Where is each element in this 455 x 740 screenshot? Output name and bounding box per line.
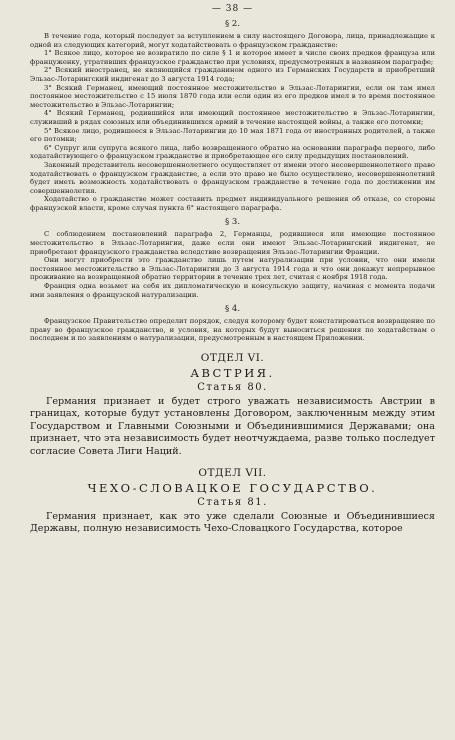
part-vii-title: ОТДЕЛ VII. (198, 467, 267, 480)
article-80-text: Германия признает и будет строго уважать независимость Австрии в границах, которые будут установлены Договором, заключенным между этим Государством и Главными Союзными и Объединившимися Державами; она признает, что эта независимость будет неотчуждаема, разве только последует согласие Совета Лиги Наций. (30, 396, 435, 457)
s2-item-5: 5° Всякое лицо, родившееся в Эльзас-Лотарингии до 10 мая 1871 года от иностранных родителей, а также его потомки; (30, 126, 435, 144)
section-heading-s4: § 4. (224, 304, 241, 315)
s2-item-1: 1° Всякое лицо, которое не возвратило по силе § 1 и которое имеет в числе своих предков француза или француженку, утративших французское гражданство при условиях, предусмотренных в названном параграфе; (30, 49, 435, 66)
s2-item-4: 4° Всякий Германец, родившийся или имеющий постоянное местожительство в Эльзас-Лотарингии, служивший в рядах союзных или объединившихся армий в течение настоящей войны, а также его потомки; (30, 109, 435, 126)
s2-item-2: 2° Всякий иностранец, не являющийся гражданином одного из Германских Государств и приобретший Эльзас-Лотарингский индигенат до 3 августа 1914 года; (30, 66, 435, 83)
s4-paragraph-1: Французское Правительство определит порядок, следуя которому будет констатироваться возвращение по праву во французское гражданство, и условия, на которых будут выноситься решения по ходатайствам о последнем и по заявлениям о натурализации, предусмотренным в настоящем Приложении. (30, 317, 435, 343)
article-81-text: Германия признает, как это уже сделали Союзные и Объединившиеся Державы, полную независимость Чехо-Словацкого Государства, которое (30, 511, 435, 535)
section-heading-s3: § 3. (224, 217, 241, 228)
s2-paragraph-3: Ходатайство о гражданстве может составить предмет индивидуального решения об отказе, со стороны французской власти, кроме случая пункта 6° настоящего параграфа. (30, 195, 435, 212)
s3-paragraph-3: Франция одна возьмет на себя их дипломатическую и консульскую защиту, начиная с момента подачи ими заявления о французской натурализации. (30, 282, 435, 299)
part-vi-country: АВСТРИЯ. (190, 366, 275, 380)
s2-intro: В течение года, который последует за вступлением в силу настоящего Договора, лица, принадлежащие к одной из следующих категорий, могут ходатайствовать о французском гражданстве: (30, 32, 435, 49)
article-80-heading: Статья 80. (197, 382, 268, 393)
s2-paragraph-2: Законный представитель несовершеннолетнего осуществляет от имени этого несовершеннолетнего право ходатайствовать о французском гражданстве, а если это право не было осуществлено, несовершеннолетний будет иметь возможность ходатайствовать о французском гражданстве в течение года по достижении им совершеннолетия. (30, 160, 435, 195)
s3-paragraph-2: Они могут приобрести это гражданство лишь путем натурализации при условии, что они имели постоянное местожительство в Эльзас-Лотарингии до 3 августа 1914 года и что они докажут непрерывное проживание на возвращенной обратно территории в течение трех лет, считая с ноября 1918 года. (30, 256, 435, 282)
s2-item-6: 6° Супруг или супруга всякого лица, либо возвращенного обратно на основании параграфа первого, либо ходатайствующего о французском гражданстве и приобретающее его силу предыдущих постановлений. (30, 143, 435, 161)
section-heading-s2: § 2. (224, 19, 241, 29)
s3-paragraph-1: С соблюдением постановлений параграфа 2, Германцы, родившиеся или имеющие постоянное местожительство в Эльзас-Лотарингии, даже если они имеют Эльзас-Лотарингский индигенат, не приобретают французского гражданства вследствие возвращения Эльзас-Лотарингии Франции. (30, 230, 435, 256)
part-vi-title: ОТДЕЛ VI. (200, 352, 265, 364)
page-number: — 38 — (211, 4, 254, 14)
article-81-heading: Статья 81. (197, 497, 268, 509)
part-vii-country: ЧЕХО-СЛОВАЦКОЕ ГОСУДАРСТВО. (87, 481, 378, 496)
s2-item-3: 3° Всякий Германец, имеющий постоянное местожительство в Эльзас-Лотарингии, если он там имел постоянное местожительство с 15 июля 1870 года или если один из его предков имел в то время постоянное местожительство в Эльзас-Лотарингии; (30, 83, 435, 109)
